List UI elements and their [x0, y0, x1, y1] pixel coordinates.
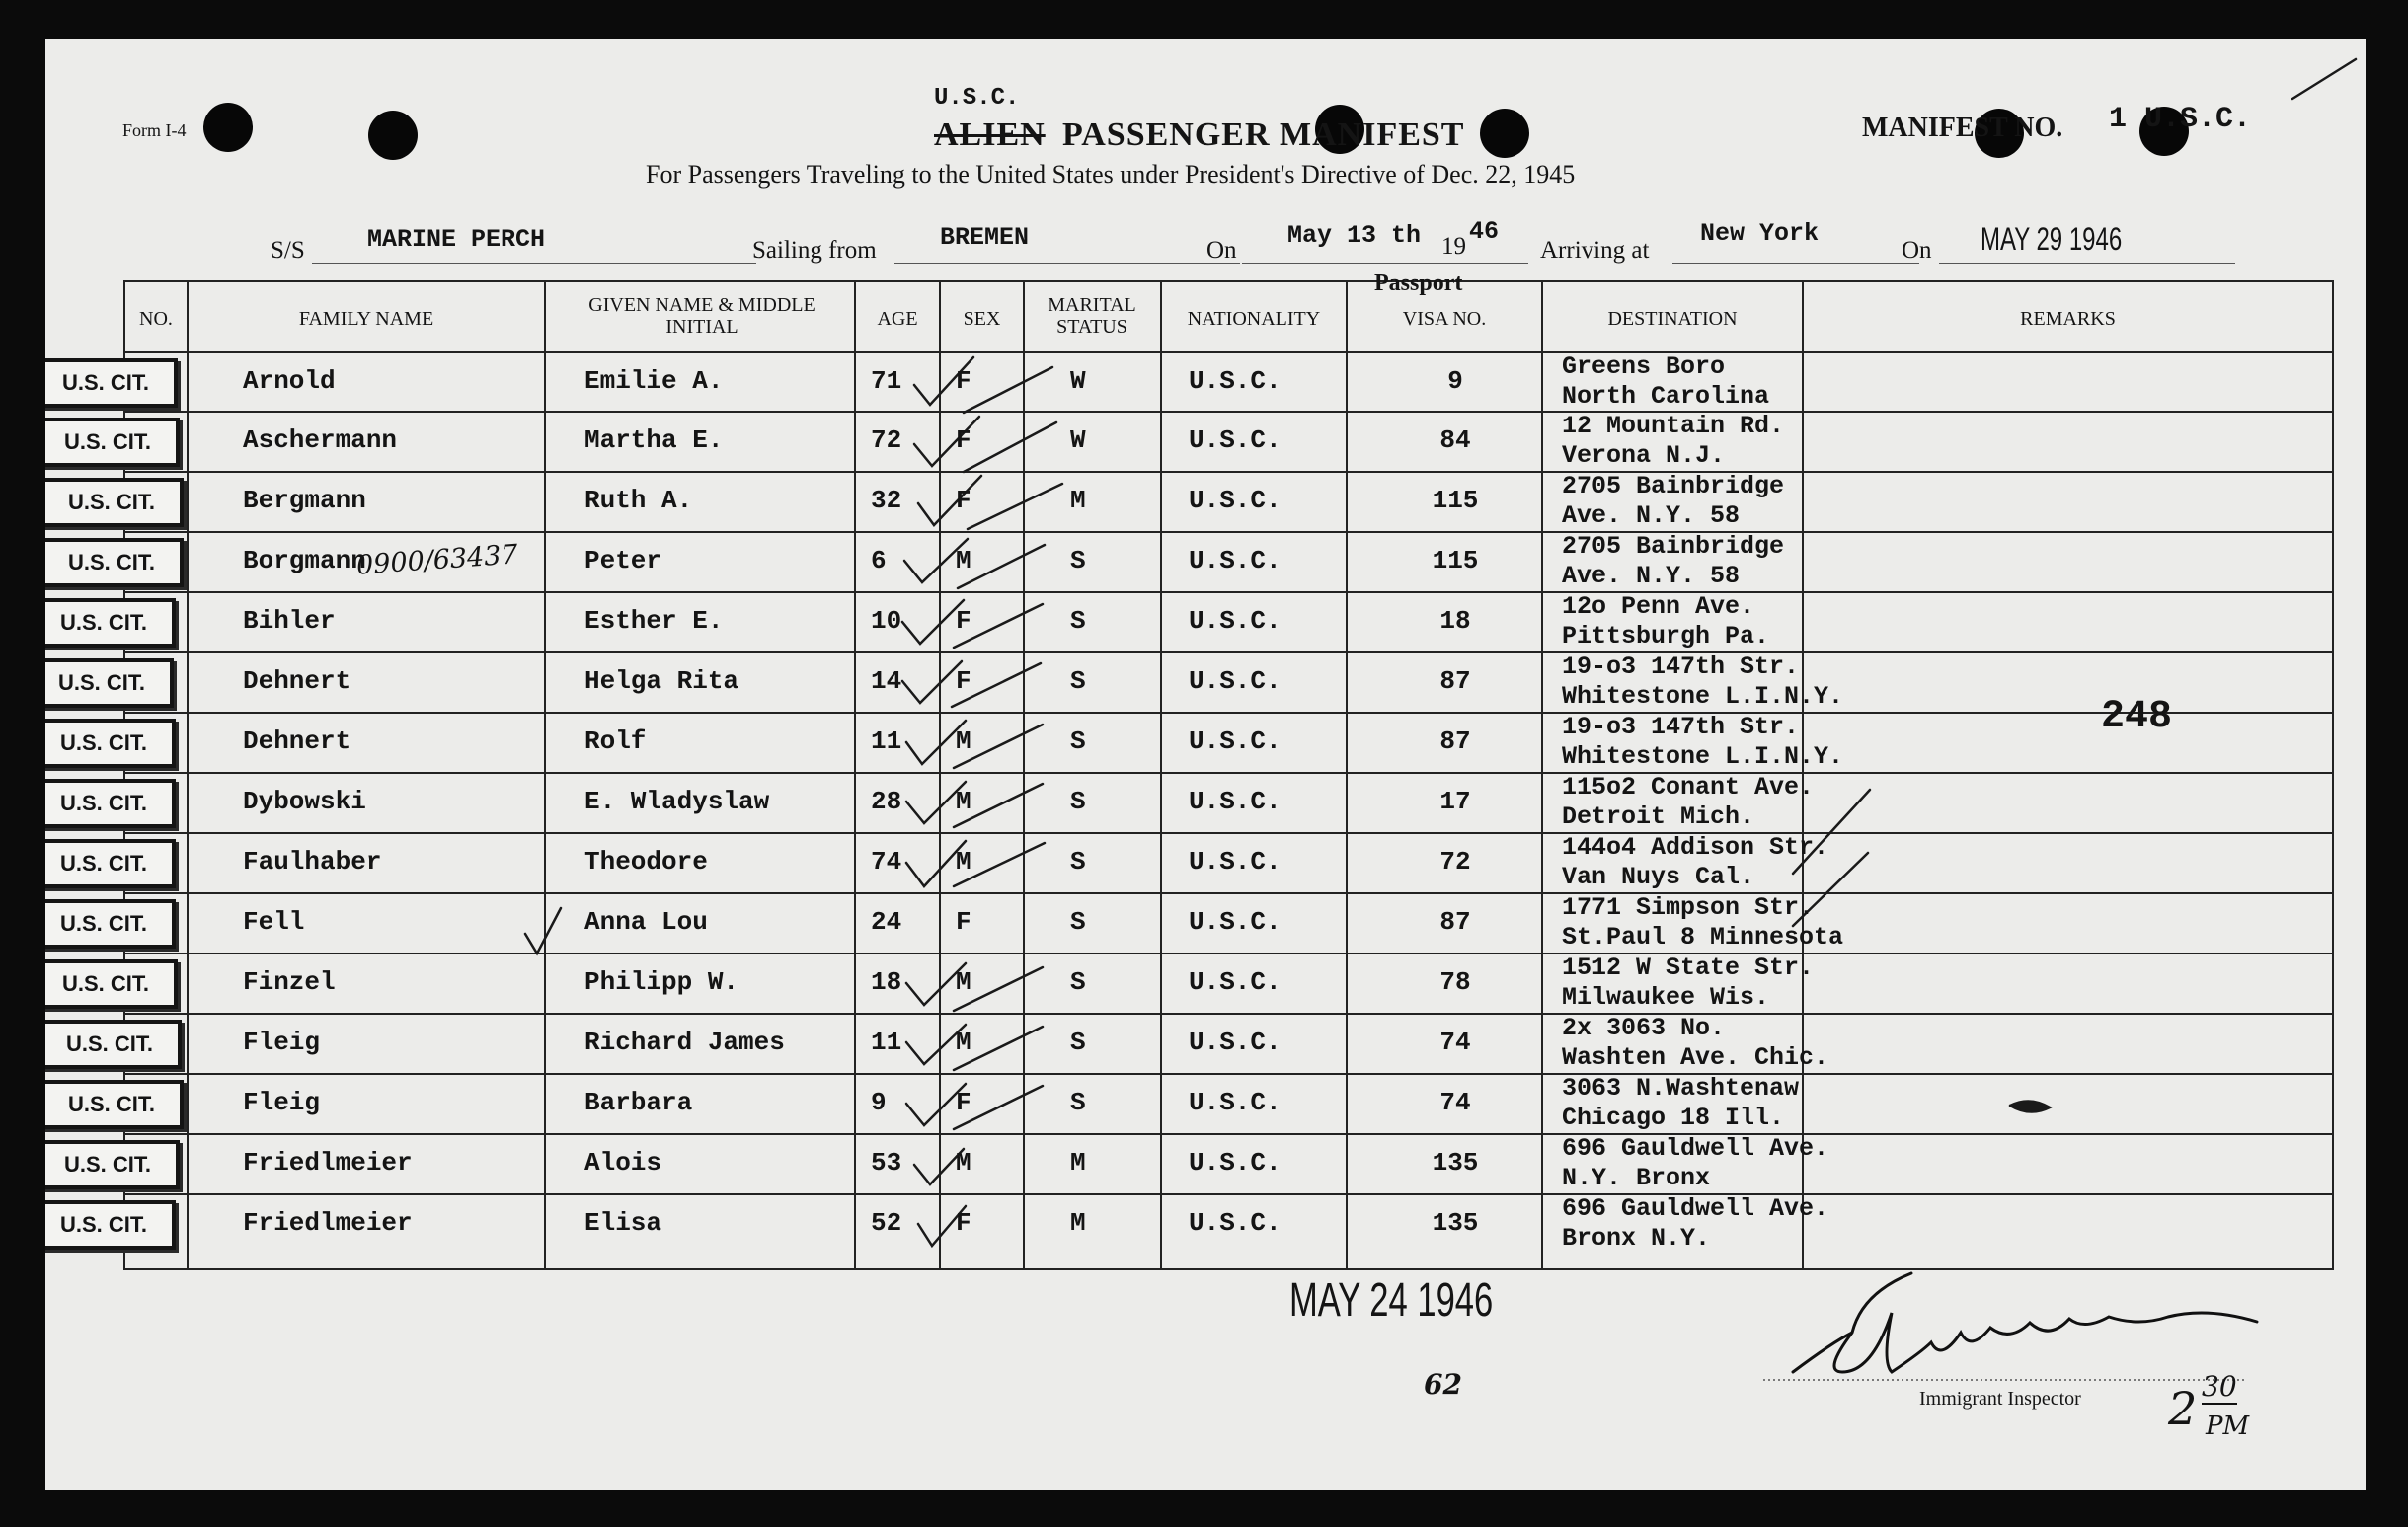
nationality: U.S.C. [1189, 486, 1282, 515]
marital-status: S [1070, 666, 1086, 696]
col-header-marital: MARITAL STATUS [1048, 294, 1136, 338]
col-header-destination: DESTINATION [1607, 308, 1738, 330]
marital-status: S [1070, 847, 1086, 877]
marital-status: S [1070, 1088, 1086, 1117]
visa-number: 115 [1432, 486, 1479, 515]
manifest-subtitle: For Passengers Traveling to the United States under President's Directive of Dec. 22, 1945 [646, 160, 1576, 189]
nationality: U.S.C. [1189, 666, 1282, 696]
marital-status: W [1070, 425, 1086, 455]
visa-number: 135 [1432, 1148, 1479, 1178]
sex: M [956, 1148, 971, 1178]
given-name: Martha E. [584, 425, 724, 455]
col-header-passport: Passport [1374, 270, 1463, 296]
visa-number: 87 [1439, 726, 1471, 756]
col-header-no: NO. [139, 308, 173, 330]
destination-line-1: 12o Penn Ave. [1562, 592, 1755, 621]
nationality: U.S.C. [1189, 847, 1282, 877]
sex: M [956, 847, 971, 877]
nationality: U.S.C. [1189, 787, 1282, 816]
destination-line-2: North Carolina [1562, 382, 1770, 411]
nationality: U.S.C. [1189, 907, 1282, 937]
sex: F [956, 1088, 971, 1117]
family-name: Finzel [243, 967, 336, 997]
destination-line-1: 696 Gauldwell Ave. [1562, 1194, 1829, 1223]
destination-line-2: Pittsburgh Pa. [1562, 622, 1770, 650]
sex: M [956, 787, 971, 816]
family-name: Bihler [243, 606, 336, 636]
marital-status: M [1070, 486, 1086, 515]
given-name: Barbara [584, 1088, 693, 1117]
destination-line-2: Whitestone L.I.N.Y. [1562, 682, 1844, 711]
nationality: U.S.C. [1189, 726, 1282, 756]
us-citizen-stamp: U.S. CIT. [45, 1080, 184, 1129]
age: 74 [871, 847, 902, 877]
sex: M [956, 726, 971, 756]
form-number: Form I-4 [122, 120, 187, 140]
table-row [45, 1014, 2333, 1073]
sailing-from-port: BREMEN [940, 223, 1030, 252]
usc-overprint: U.S.C. [934, 85, 1020, 112]
family-name: Friedlmeier [243, 1148, 413, 1178]
given-name: Esther E. [584, 606, 724, 636]
us-citizen-stamp: U.S. CIT. [45, 1140, 180, 1189]
destination-line-1: 1512 W State Str. [1562, 954, 1815, 982]
visa-number: 87 [1439, 666, 1471, 696]
destination-line-2: N.Y. Bronx [1562, 1164, 1711, 1192]
destination-line-2: Van Nuys Cal. [1562, 863, 1755, 891]
age: 11 [871, 726, 902, 756]
nationality: U.S.C. [1189, 606, 1282, 636]
marital-status: S [1070, 546, 1086, 575]
visa-number: 87 [1439, 907, 1471, 937]
family-name: Dehnert [243, 666, 351, 696]
col-header-nationality: NATIONALITY [1187, 308, 1321, 330]
marital-status: S [1070, 1028, 1086, 1057]
marital-status: S [1070, 606, 1086, 636]
family-name: Dybowski [243, 787, 366, 816]
col-header-given: GIVEN NAME & MIDDLE INITIAL [588, 294, 816, 338]
sex: F [956, 366, 971, 396]
age: 32 [871, 486, 902, 515]
ss-label: S/S [271, 237, 305, 264]
marital-status: M [1070, 1208, 1086, 1238]
age: 24 [871, 907, 902, 937]
table-row [45, 592, 2333, 651]
time-pm: PM [2206, 1412, 2250, 1441]
table-row [45, 1134, 2333, 1193]
family-name: Fleig [243, 1028, 321, 1057]
age: 18 [871, 967, 902, 997]
us-citizen-stamp: U.S. CIT. [45, 959, 178, 1009]
us-citizen-stamp: U.S. CIT. [45, 478, 184, 527]
us-citizen-stamp: U.S. CIT. [45, 779, 176, 828]
table-row [45, 1194, 2333, 1254]
struck-word-alien: ALIEN [934, 116, 1046, 153]
marital-status: S [1070, 907, 1086, 937]
age: 10 [871, 606, 902, 636]
nationality: U.S.C. [1189, 366, 1282, 396]
col-header-remarks: REMARKS [2020, 308, 2116, 330]
visa-number: 135 [1432, 1208, 1479, 1238]
bottom-mark: 62 [1424, 1368, 1462, 1401]
destination-line-1: 2x 3063 No. [1562, 1014, 1726, 1042]
table-row [45, 652, 2333, 712]
destination-line-1: 144o4 Addison Str. [1562, 833, 1829, 862]
manifest-number: 1 U.S.C. [2109, 103, 2252, 136]
arrival-date-stamp: MAY 29 1946 [1981, 221, 2123, 257]
destination-line-1: 3063 N.Washtenaw [1562, 1074, 1800, 1103]
age: 9 [871, 1088, 887, 1117]
table-row [45, 833, 2333, 892]
arrival-on-label: On [1902, 237, 1932, 264]
us-citizen-stamp: U.S. CIT. [45, 358, 178, 408]
destination-line-1: 696 Gauldwell Ave. [1562, 1134, 1829, 1163]
given-name: Anna Lou [584, 907, 708, 937]
nationality: U.S.C. [1189, 546, 1282, 575]
destination-line-1: 2705 Bainbridge [1562, 532, 1785, 561]
us-citizen-stamp: U.S. CIT. [45, 658, 174, 708]
sex: F [956, 1208, 971, 1238]
nationality: U.S.C. [1189, 1028, 1282, 1057]
destination-line-2: Verona N.J. [1562, 441, 1726, 470]
destination-line-2: Bronx N.Y. [1562, 1224, 1711, 1253]
destination-line-1: 115o2 Conant Ave. [1562, 773, 1815, 802]
us-citizen-stamp: U.S. CIT. [45, 719, 176, 768]
marital-status: M [1070, 1148, 1086, 1178]
sex: M [956, 967, 971, 997]
visa-number: 18 [1439, 606, 1471, 636]
sailing-from-label: Sailing from [752, 237, 877, 264]
col-header-sex: SEX [963, 308, 1001, 330]
sailing-year: 46 [1469, 217, 1500, 246]
immigrant-inspector-label: Immigrant Inspector [1919, 1388, 2081, 1410]
destination-line-2: Detroit Mich. [1562, 802, 1755, 831]
given-name: Emilie A. [584, 366, 724, 396]
given-name: E. Wladyslaw [584, 787, 770, 816]
sex: F [956, 666, 971, 696]
us-citizen-stamp: U.S. CIT. [45, 598, 176, 648]
visa-number: 72 [1439, 847, 1471, 877]
family-name: Faulhaber [243, 847, 382, 877]
col-header-age: AGE [877, 308, 918, 330]
age: 28 [871, 787, 902, 816]
nationality: U.S.C. [1189, 967, 1282, 997]
table-row [45, 713, 2333, 772]
visa-number: 84 [1439, 425, 1471, 455]
nationality: U.S.C. [1189, 1208, 1282, 1238]
destination-line-1: 2705 Bainbridge [1562, 472, 1785, 500]
remark-248: 248 [2101, 695, 2173, 739]
arrival-port: New York [1700, 219, 1820, 248]
given-name: Alois [584, 1148, 662, 1178]
destination-line-2: Ave. N.Y. 58 [1562, 501, 1741, 530]
family-name: Aschermann [243, 425, 398, 455]
family-name: Borgmann [243, 546, 366, 575]
given-name: Elisa [584, 1208, 662, 1238]
visa-number: 115 [1432, 546, 1479, 575]
sex: M [956, 546, 971, 575]
destination-line-2: Washten Ave. Chic. [1562, 1043, 1829, 1072]
family-name: Bergmann [243, 486, 366, 515]
table-row [45, 893, 2333, 953]
destination-line-2: Chicago 18 Ill. [1562, 1104, 1785, 1132]
age: 53 [871, 1148, 902, 1178]
borgmann-handwritten-number: 0900/63437 [355, 539, 519, 581]
given-name: Ruth A. [584, 486, 693, 515]
visa-number: 74 [1439, 1028, 1471, 1057]
sailing-date: May 13 th [1287, 221, 1422, 250]
table-row [45, 352, 2333, 412]
given-name: Theodore [584, 847, 708, 877]
family-name: Fleig [243, 1088, 321, 1117]
marital-status: W [1070, 366, 1086, 396]
given-name: Philipp W. [584, 967, 739, 997]
table-row [45, 954, 2333, 1013]
sex: F [956, 425, 971, 455]
age: 6 [871, 546, 887, 575]
destination-line-1: 12 Mountain Rd. [1562, 412, 1785, 440]
sex: F [956, 907, 971, 937]
on-label: On [1206, 237, 1237, 264]
visa-number: 78 [1439, 967, 1471, 997]
us-citizen-stamp: U.S. CIT. [45, 1020, 182, 1069]
given-name: Peter [584, 546, 662, 575]
destination-line-1: Greens Boro [1562, 352, 1726, 381]
destination-line-2: Milwaukee Wis. [1562, 983, 1770, 1012]
family-name: Arnold [243, 366, 336, 396]
us-citizen-stamp: U.S. CIT. [45, 1200, 176, 1250]
sex: F [956, 606, 971, 636]
family-name: Dehnert [243, 726, 351, 756]
us-citizen-stamp: U.S. CIT. [45, 899, 176, 949]
received-date-stamp: MAY 24 1946 [1289, 1274, 1494, 1327]
us-citizen-stamp: U.S. CIT. [45, 839, 176, 888]
inspector-signature [1793, 1273, 2257, 1372]
visa-number: 74 [1439, 1088, 1471, 1117]
us-citizen-stamp: U.S. CIT. [45, 418, 180, 467]
arriving-at-label: Arriving at [1540, 237, 1650, 264]
given-name: Helga Rita [584, 666, 739, 696]
destination-line-1: 19-o3 147th Str. [1562, 652, 1800, 681]
year-prefix: 19 [1441, 233, 1466, 260]
visa-number: 17 [1439, 787, 1471, 816]
destination-line-1: 19-o3 147th Str. [1562, 713, 1800, 741]
nationality: U.S.C. [1189, 1088, 1282, 1117]
destination-line-2: St.Paul 8 Minnesota [1562, 923, 1844, 952]
ship-name: MARINE PERCH [367, 225, 546, 254]
col-header-visa: VISA NO. [1402, 308, 1487, 330]
destination-line-2: Ave. N.Y. 58 [1562, 562, 1741, 590]
destination-line-1: 1771 Simpson Str. [1562, 893, 1815, 922]
age: 14 [871, 666, 902, 696]
table-row [45, 472, 2333, 531]
nationality: U.S.C. [1189, 425, 1282, 455]
age: 71 [871, 366, 902, 396]
col-header-family: FAMILY NAME [298, 308, 434, 330]
table-row [45, 412, 2333, 471]
destination-line-2: Whitestone L.I.N.Y. [1562, 742, 1844, 771]
marital-status: S [1070, 967, 1086, 997]
family-name: Fell [243, 907, 305, 937]
age: 11 [871, 1028, 902, 1057]
age: 72 [871, 425, 902, 455]
sex: F [956, 486, 971, 515]
time-minutes: 30 [2202, 1370, 2237, 1403]
marital-status: S [1070, 787, 1086, 816]
time-hour: 2 [2168, 1382, 2198, 1435]
us-citizen-stamp: U.S. CIT. [45, 538, 184, 587]
table-row [45, 773, 2333, 832]
given-name: Rolf [584, 726, 647, 756]
manifest-sheet [45, 39, 2366, 1490]
manifest-no-label: MANIFEST NO. [1862, 113, 2063, 143]
table-row [45, 1074, 2333, 1133]
manifest-title: PASSENGER MANIFEST [1062, 116, 1465, 153]
sex: M [956, 1028, 971, 1057]
visa-number: 9 [1447, 366, 1463, 396]
family-name: Friedlmeier [243, 1208, 413, 1238]
given-name: Richard James [584, 1028, 785, 1057]
nationality: U.S.C. [1189, 1148, 1282, 1178]
age: 52 [871, 1208, 902, 1238]
marital-status: S [1070, 726, 1086, 756]
